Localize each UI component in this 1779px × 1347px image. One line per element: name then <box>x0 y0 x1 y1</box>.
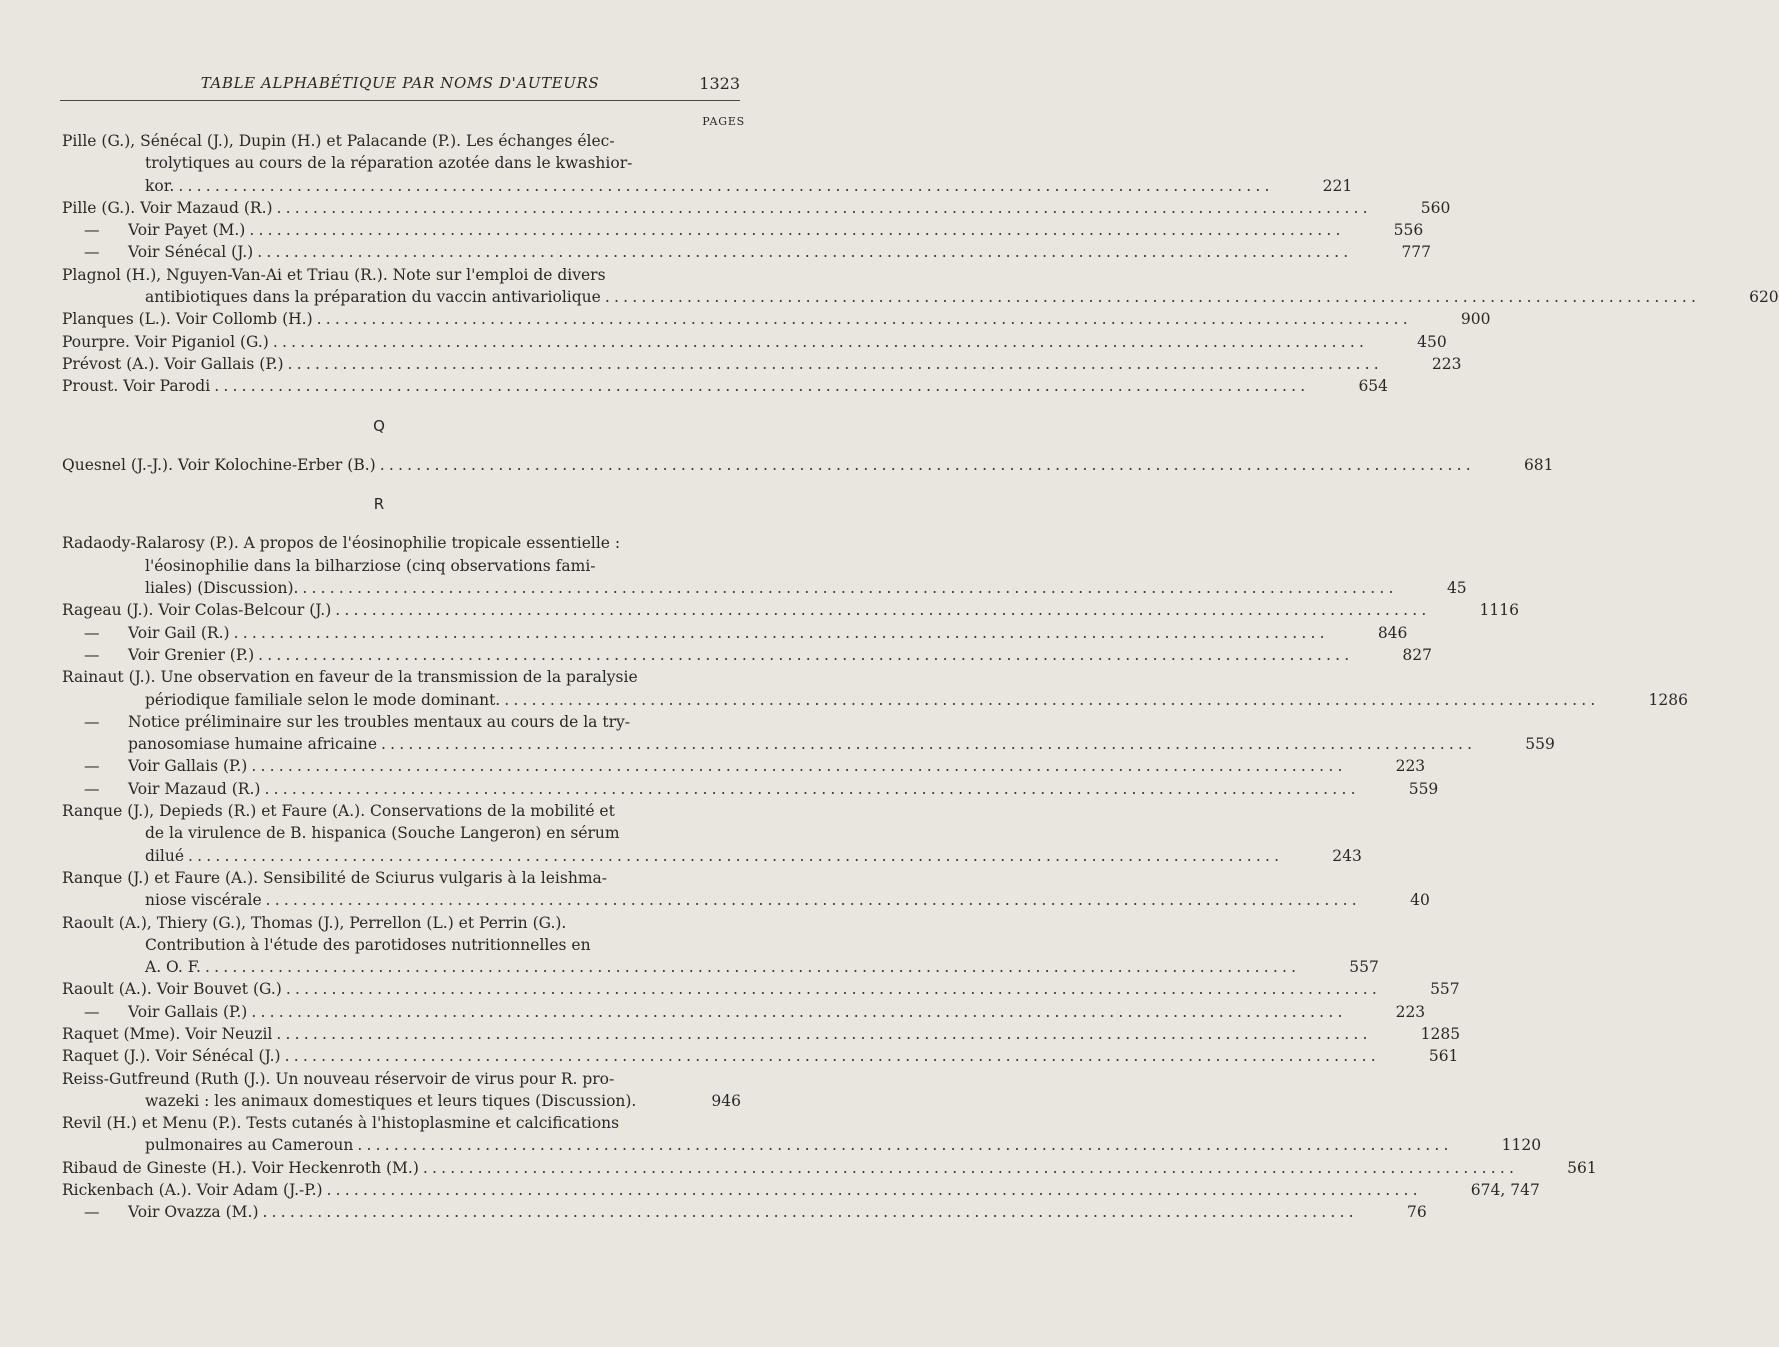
index-entry <box>62 264 1779 309</box>
page-reference: 559 <box>1525 735 1555 754</box>
page-reference: 846 <box>1377 623 1408 642</box>
dot-leader: ........................................................................................................................ <box>251 757 1347 776</box>
index-entry: Voir Gallais (P.) ........................................................................................................................ 223 — <box>62 755 696 777</box>
dot-leader: ........................................................................................................................ <box>284 1047 1380 1066</box>
entries-q <box>62 454 1554 476</box>
page-reference: 674, 747 <box>1470 1181 1540 1200</box>
entry-line: trolytiques au cours de la réparation azotée dans le kwashior- <box>145 154 633 173</box>
entry-text: Planques (L.). Voir Collomb (H.) <box>62 310 313 329</box>
index-entry <box>62 1023 1461 1045</box>
page-reference: 561 <box>1567 1158 1597 1177</box>
index-content <box>62 130 1779 1224</box>
entry-text: Voir Mazaud (R.) <box>128 779 261 798</box>
page-header <box>60 68 740 98</box>
page-reference: 654 <box>1358 377 1389 396</box>
index-entry: Voir Sénécal (J.) ........................................................................................................................ 777 — <box>62 241 696 263</box>
index-entry <box>62 978 1460 1000</box>
index-entry <box>62 599 1519 621</box>
index-entry <box>62 353 1462 375</box>
entry-text: Pourpre. Voir Piganiol (G.) <box>62 332 269 351</box>
dot-leader: ........................................................................................................................ <box>233 623 1329 642</box>
entry-last-line <box>62 375 1389 397</box>
entry-last-line <box>62 978 1460 1000</box>
page-reference: 557 <box>1349 958 1379 977</box>
dot-leader: ........................................................................................................................ <box>257 243 1353 262</box>
entries-r <box>62 532 1688 1223</box>
index-entry: Voir Payet (M.) ........................................................................................................................ 556 — <box>62 219 696 241</box>
index-entry: Notice préliminaire sur les troubles mentaux au cours de la try- panosomiase humaine africaine ........................................................................................................................ 559 — <box>62 711 696 756</box>
section-letter-r: R <box>373 495 385 514</box>
entry-last-line <box>128 241 1432 263</box>
entry-last-line <box>128 622 1408 644</box>
entry-text: Voir Gallais (P.) <box>128 757 248 776</box>
entry-last-line <box>145 286 1779 308</box>
index-entry <box>62 375 1389 397</box>
page-reference: 45 <box>1446 579 1467 598</box>
entry-last-line <box>145 577 1467 599</box>
entry-text: Rageau (J.). Voir Colas-Belcour (J.) <box>62 601 332 620</box>
entry-text: Voir Gallais (P.) <box>128 1002 248 1021</box>
entry-text: A. O. F. <box>145 958 201 977</box>
entry-line: Ranque (J.), Depieds (R.) et Faure (A.). Conservations de la mobilité et <box>62 802 615 821</box>
index-entry: Voir Ovazza (M.) ........................................................................................................................ 76 — <box>62 1201 696 1223</box>
index-entry: Voir Gail (R.) ........................................................................................................................ 846 — <box>62 622 696 644</box>
entry-last-line <box>128 644 1432 666</box>
entry-text: Quesnel (J.-J.). Voir Kolochine-Erber (B.) <box>62 455 376 474</box>
page-reference: 1285 <box>1420 1024 1461 1043</box>
entry-text: Raquet (Mme). Voir Neuzil <box>62 1024 273 1043</box>
dot-leader: ........................................................................................................................ <box>204 958 1301 977</box>
entry-last-line <box>145 175 1353 197</box>
header-rule <box>60 100 740 101</box>
entry-text: kor. <box>145 176 175 195</box>
entry-text: Rickenbach (A.). Voir Adam (J.-P.) <box>62 1181 323 1200</box>
dot-leader: ........................................................................................................................ <box>422 1158 1519 1177</box>
entry-text: Prévost (A.). Voir Gallais (P.) <box>62 354 284 373</box>
entry-line: Pille (G.), Sénécal (J.), Dupin (H.) et Palacande (P.). Les échanges élec- <box>62 132 615 150</box>
entry-last-line <box>145 956 1379 978</box>
index-entry <box>62 197 1451 219</box>
dot-leader: ........................................................................................................................ <box>379 455 1475 474</box>
entry-last-line <box>62 1023 1461 1045</box>
section-letter-q: Q <box>373 416 385 435</box>
entry-line: Rainaut (J.). Une observation en faveur de la transmission de la paralysie <box>62 668 638 687</box>
page-reference: 1116 <box>1479 601 1519 620</box>
dot-leader: ........................................................................................................................ <box>249 221 1345 240</box>
dot-leader: ........................................................................................................................ <box>214 377 1310 396</box>
dot-leader: ........................................................................................................................ <box>276 1024 1372 1043</box>
entry-line: Plagnol (H.), Nguyen-Van-Ai et Triau (R.). Note sur l'emploi de divers <box>62 265 606 284</box>
index-entry <box>62 1179 1540 1201</box>
entry-last-line <box>62 308 1491 330</box>
index-entry <box>62 308 1491 330</box>
index-entry <box>62 1068 741 1113</box>
entry-line: Ranque (J.) et Faure (A.). Sensibilité de Sciurus vulgaris à la leishma- <box>62 868 607 887</box>
dot-leader: ........................................................................................................................ <box>272 332 1369 351</box>
dot-leader: ........................................................................................................................ <box>251 1002 1347 1021</box>
page-reference: 223 <box>1431 354 1462 373</box>
dot-leader: ........................................................................................................................ <box>178 176 1274 195</box>
page-reference: 223 <box>1395 757 1426 776</box>
page-reference: 40 <box>1410 891 1430 910</box>
entry-last-line <box>62 353 1462 375</box>
index-entry <box>62 130 1353 197</box>
dot-leader: ........................................................................................................................ <box>326 1181 1422 1200</box>
index-entry <box>62 666 1688 711</box>
page-reference: 560 <box>1420 198 1451 217</box>
entry-text: Voir Gail (R.) <box>128 623 230 642</box>
entry-last-line <box>128 219 1424 241</box>
entry-last-line <box>145 1134 1542 1156</box>
dot-leader: ........................................................................................................................ <box>357 1136 1453 1155</box>
entry-last-line <box>128 733 1555 755</box>
entry-line: Notice préliminaire sur les troubles mentaux au cours de la try- <box>128 712 630 731</box>
entry-line: Radaody-Ralarosy (P.). A propos de l'éosinophilie tropicale essentielle : <box>62 534 621 553</box>
entry-last-line <box>145 1090 741 1112</box>
running-title: TABLE ALPHABÉTIQUE PAR NOMS D'AUTEURS <box>200 74 600 92</box>
entry-line: Contribution à l'étude des parotidoses nutritionnelles en <box>145 935 591 954</box>
entry-text: panosomiase humaine africaine <box>128 735 378 754</box>
index-entry <box>62 1045 1459 1067</box>
page-reference: 221 <box>1322 176 1353 195</box>
entry-last-line <box>128 755 1426 777</box>
pages-column-label: PAGES <box>702 115 745 128</box>
entry-last-line <box>62 331 1447 353</box>
entry-text: Voir Payet (M.) <box>128 221 246 240</box>
page-reference: 777 <box>1401 243 1432 262</box>
page-reference: 559 <box>1408 779 1439 798</box>
entry-last-line <box>128 778 1439 800</box>
page-reference: 1286 <box>1648 690 1688 709</box>
dot-leader: ........................................................................................................................ <box>335 601 1431 620</box>
dot-leader: ........................................................................................................................ <box>504 690 1600 709</box>
dot-leader: ........................................................................................................................ <box>188 846 1284 865</box>
dot-leader: ........................................................................................................................ <box>276 198 1372 217</box>
entry-last-line <box>62 599 1519 621</box>
index-entry <box>62 1112 1542 1157</box>
entry-text: Voir Grenier (P.) <box>128 645 255 664</box>
dot-leader: ........................................................................................................................ <box>265 891 1361 910</box>
entry-last-line <box>62 197 1451 219</box>
entry-text: Pille (G.). Voir Mazaud (R.) <box>62 198 273 217</box>
dot-leader: ........................................................................................................................ <box>264 779 1360 798</box>
index-entry <box>62 1157 1597 1179</box>
dot-leader: ........................................................................................................................ <box>258 645 1354 664</box>
index-entry <box>62 912 1379 979</box>
dot-leader: ........................................................................................................................ <box>285 980 1382 999</box>
entry-line: de la virulence de B. hispanica (Souche Langeron) en sérum <box>145 824 620 843</box>
entry-text: antibiotiques dans la préparation du vaccin antivariolique <box>145 288 601 307</box>
entry-line: Revil (H.) et Menu (P.). Tests cutanés à l'histoplasmine et calcifications <box>62 1114 620 1133</box>
page-reference: 556 <box>1393 221 1424 240</box>
page-reference: 557 <box>1430 980 1460 999</box>
index-entry <box>62 532 1467 599</box>
page-reference: 243 <box>1332 846 1362 865</box>
entry-text: Voir Sénécal (J.) <box>128 243 254 262</box>
entry-line: Reiss-Gutfreund (Ruth (J.). Un nouveau réservoir de virus pour R. pro- <box>62 1069 615 1088</box>
page-reference: 681 <box>1523 455 1554 474</box>
entry-last-line <box>62 454 1554 476</box>
dot-leader: ........................................................................................................................ <box>302 579 1398 598</box>
index-entry: Voir Gallais (P.) ........................................................................................................................ 223 — <box>62 1001 696 1023</box>
entry-last-line <box>128 1001 1426 1023</box>
entry-last-line <box>145 889 1430 911</box>
index-entry <box>62 800 1362 867</box>
entry-last-line <box>145 689 1688 711</box>
page-reference: 827 <box>1402 645 1432 664</box>
entry-text: Raoult (A.). Voir Bouvet (G.) <box>62 980 282 999</box>
entry-last-line <box>62 1157 1597 1179</box>
entry-last-line <box>145 845 1362 867</box>
entry-last-line <box>128 1201 1427 1223</box>
page-number: 1323 <box>699 74 740 93</box>
dot-leader: ........................................................................................................................ <box>262 1203 1358 1222</box>
dot-leader: ........................................................................................................................ <box>381 735 1477 754</box>
page-reference: 946 <box>711 1091 741 1110</box>
page-reference: 76 <box>1407 1203 1427 1222</box>
index-entry <box>62 331 1447 353</box>
page-reference: 1120 <box>1501 1136 1542 1155</box>
entry-text: Voir Ovazza (M.) <box>128 1203 259 1222</box>
dot-leader: ........................................................................................................................ <box>287 354 1383 373</box>
entry-text: Raquet (J.). Voir Sénécal (J.) <box>62 1047 281 1066</box>
entry-text: wazeki : les animaux domestiques et leurs tiques (Discussion). <box>145 1091 637 1110</box>
page-reference: 561 <box>1428 1047 1459 1066</box>
index-entry <box>62 867 1430 912</box>
index-entry: Voir Mazaud (R.) ........................................................................................................................ 559 — <box>62 778 696 800</box>
entry-last-line <box>62 1045 1459 1067</box>
entry-text: liales) (Discussion). <box>145 579 299 598</box>
entry-line: Raoult (A.), Thiery (G.), Thomas (J.), Perrellon (L.) et Perrin (G.). <box>62 913 567 932</box>
page-reference: 620 <box>1749 288 1779 307</box>
index-entry <box>62 454 1554 476</box>
entry-text: périodique familiale selon le mode dominant. <box>145 690 501 709</box>
dot-leader: ........................................................................................................................ <box>604 288 1701 307</box>
entry-text: Proust. Voir Parodi <box>62 377 211 396</box>
page-reference: 450 <box>1417 332 1447 351</box>
dot-leader: ........................................................................................................................ <box>316 310 1412 329</box>
entries-p <box>62 130 1779 398</box>
page-reference: 900 <box>1460 310 1491 329</box>
index-entry: Voir Grenier (P.) ........................................................................................................................ 827 — <box>62 644 696 666</box>
entry-line: l'éosinophilie dans la bilharziose (cinq observations fami- <box>145 556 596 575</box>
entry-text: Ribaud de Gineste (H.). Voir Heckenroth (M.) <box>62 1158 419 1177</box>
page-reference: 223 <box>1395 1002 1426 1021</box>
entry-text: dilué <box>145 846 184 865</box>
entry-text: pulmonaires au Cameroun <box>145 1136 354 1155</box>
entry-text: niose viscérale <box>145 891 262 910</box>
entry-last-line <box>62 1179 1540 1201</box>
